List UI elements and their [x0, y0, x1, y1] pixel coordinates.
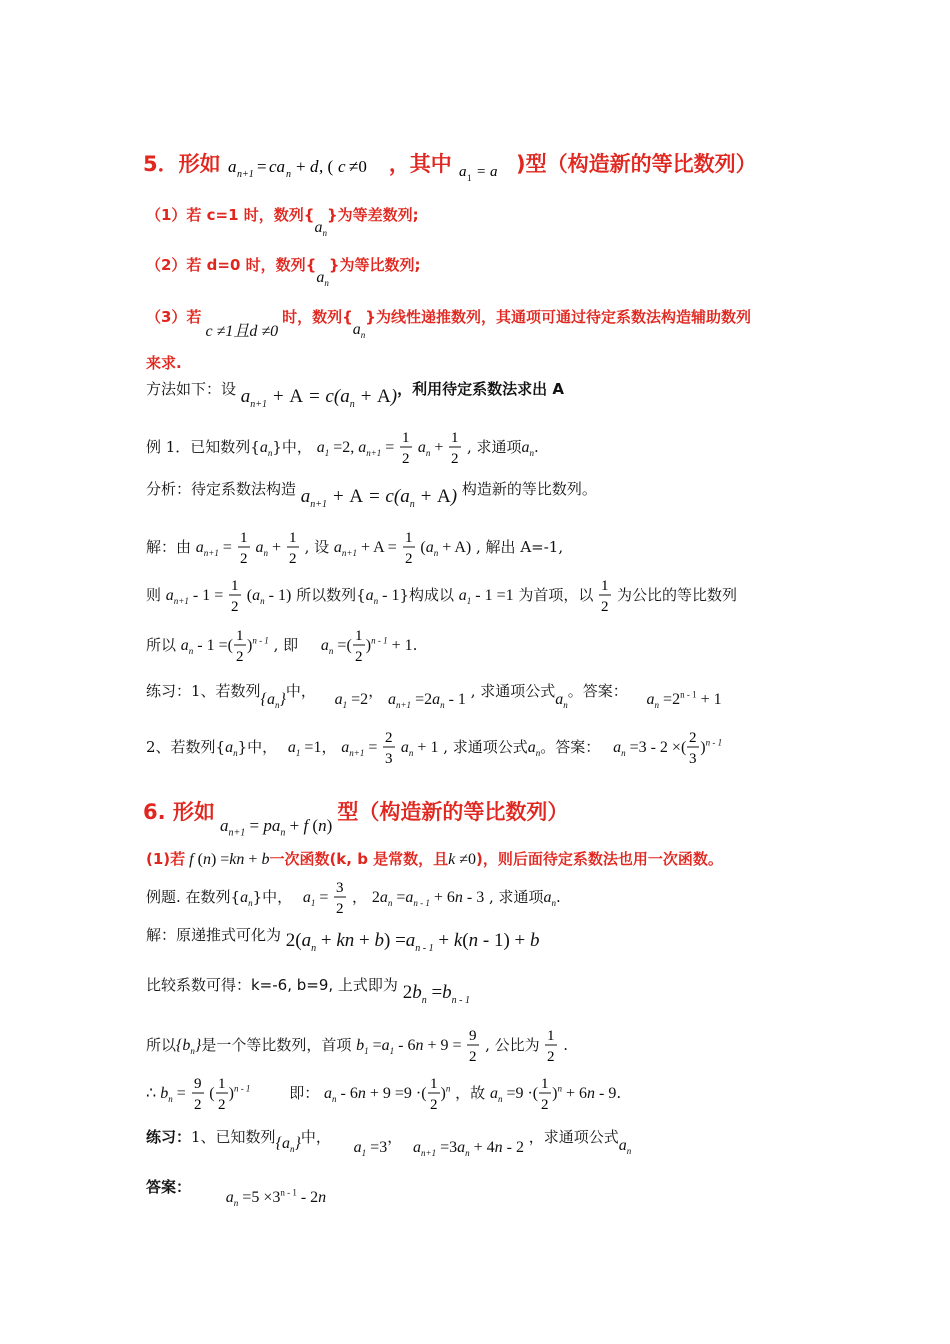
initial-term-formula — [457, 150, 511, 184]
svg-text:2: 2 — [217, 1097, 226, 1113]
svg-text:2: 2 — [469, 1049, 477, 1065]
svg-text:≠0: ≠0 — [348, 156, 367, 176]
svg-text:2: 2 — [402, 451, 410, 467]
practice5-1: 练习：1、若数列$\{a_n\}$中， $a_1 =2$， $a_{n+1} =2a_n - 1$ , 求通项公式$a_n$。答案： $a_n =2^{n - 1} + 1$ — [146, 682, 722, 711]
section6-heading: 6. 形如 $a_{n+1} = pa_n + f$ (n) 型（构造新的等比数列） — [143, 800, 569, 839]
svg-text:2: 2 — [429, 1097, 438, 1113]
fraction-three-halves — [333, 878, 347, 918]
svg-text:+: + — [295, 156, 306, 176]
svg-text:=: = — [256, 156, 267, 176]
fraction-half — [402, 528, 416, 568]
svg-text:2: 2 — [239, 551, 248, 567]
svg-text:1: 1 — [354, 628, 363, 644]
svg-text:2: 2 — [689, 730, 697, 746]
example1-solution-1: 解：由 $a_{n+1}$ = 1 2 $a_n$ + 1 2 , 设 $a_{n+1} + A$ = 1 2 $(a_n + A)$ , 解出 A=-1, — [146, 530, 564, 567]
svg-text:1: 1 — [466, 172, 472, 183]
svg-text:2: 2 — [336, 901, 344, 917]
fraction-two-thirds — [686, 728, 700, 768]
section5-method: 方法如下：设 $a_{n+1} + A = c(a_n + A)$，利用待定系数法求出 A — [146, 380, 564, 410]
example6-solution-2: 比较系数可得：k=-6, b=9, 上式即为 $2b_n =b_{n - 1}$ — [146, 976, 471, 1006]
fraction-half — [448, 428, 462, 468]
svg-text:a: a — [489, 163, 498, 180]
example1-solution-3: 所以 $a_n - 1$ =( 1 2 )$^{n - 1}$ , 即 $a_n$ =( 1 2 )$^{n - 1}$ + 1. — [146, 628, 418, 665]
svg-text:2: 2 — [288, 551, 297, 567]
practice6-answer: 答案： $a_n =5 \times 3^{n - 1} - 2n$ — [146, 1178, 327, 1209]
svg-text:3: 3 — [689, 751, 697, 767]
example1-analysis: 分析：待定系数法构造 $a_{n+1} + A = c(a_n + A)$ 构造新的等比数列。 — [146, 480, 597, 510]
practice6: 练习：1、已知数列$\{a_n\}$中， $a_1 =3$， $a_{n+1} =3a_n + 4n - 2$ ，求通项公式$a_n$ — [146, 1128, 632, 1159]
svg-text:=: = — [476, 163, 486, 180]
svg-text:d: d — [309, 156, 319, 176]
svg-text:a: a — [458, 163, 467, 180]
svg-text:a: a — [227, 156, 237, 176]
svg-text:2: 2 — [235, 649, 244, 665]
fraction-half — [427, 1074, 441, 1114]
svg-text:2: 2 — [354, 649, 363, 665]
svg-text:ca: ca — [268, 156, 285, 176]
example6: 例题. 在数列$\{a_n\}$中， $a_1$ = 3 2 ， $2a_n =a_{n - 1} + 6n - 3$ , 求通项$a_n$. — [146, 880, 561, 917]
svg-text:2: 2 — [547, 1049, 555, 1065]
svg-text:n+1: n+1 — [236, 168, 254, 180]
example6-solution-4: ∴ $b_n$ = 9 2 ( 1 2 )$^{n - 1}$ 即： $a_n - 6n + 9 =9$ ·( 1 2 )$^n$ ，故 $a_n =9$ ·( 1 2 )$^n$ + 6n - 9. — [146, 1076, 622, 1113]
fraction-half — [215, 1074, 229, 1114]
svg-text:1: 1 — [217, 1076, 226, 1092]
svg-text:2: 2 — [193, 1097, 201, 1113]
svg-text:n: n — [285, 168, 291, 180]
svg-text:3: 3 — [385, 751, 393, 767]
example6-solution-1: 解：原递推式可化为 $2(a_n$ + kn + $b) =a_{n - 1} + k(n - 1) + b$ — [146, 926, 540, 954]
svg-text:1: 1 — [547, 1028, 555, 1044]
fraction-half — [399, 428, 413, 468]
section5-heading: 5．形如 a n+1 = ca n + d , ( c ≠0 ，其中 a 1 = a )型（构造新的等比数列） — [143, 148, 757, 184]
svg-text:9: 9 — [469, 1028, 477, 1044]
svg-text:1: 1 — [404, 530, 413, 546]
example1-solution-2: 则 $a_{n+1} - 1$ = 1 2 $(a_n - 1)$ 所以数列$\{a_n - 1\}$构成以 $a_1 - 1 =1$ 为首项，以 1 2 为公比的等比数列 — [146, 578, 737, 615]
svg-text:2: 2 — [404, 551, 413, 567]
fraction-half — [352, 626, 366, 666]
fraction-half — [598, 576, 612, 616]
section5-item1: （1）若 c=1 时，数列$\{a_n\}$为等差数列; — [146, 206, 419, 239]
example6-solution-3: 所以$\{b_n\}$是一个等比数列，首项 $b_1 =a_1 - 6n + 9$ = 9 2 , 公比为 1 2 . — [146, 1028, 568, 1065]
example1: 例 1．已知数列$\{a_n\}$中， $a_1 =2$, $a_{n+1}$ = 1 2 $a_n$ + 1 2 , 求通项$a_n$. — [146, 430, 539, 467]
fraction-half — [286, 528, 300, 568]
fraction-half — [538, 1074, 552, 1114]
recurrence-formula — [226, 150, 384, 184]
svg-text:c: c — [337, 156, 346, 176]
practice5-2: 2、若数列$\{a_n\}$中， $a_1 =1$， $a_{n+1}$ = 2 3 $a_n + 1$ , 求通项公式$a_n$。答案： $a_n =3 - 2$ ×( 2 3 )$^{n - 1}$ — [146, 730, 723, 767]
answer-label: 答案： — [146, 1178, 192, 1196]
svg-text:3: 3 — [336, 880, 344, 896]
fraction-nine-halves — [466, 1026, 480, 1066]
svg-text:1: 1 — [231, 578, 239, 594]
svg-text:2: 2 — [541, 1097, 549, 1113]
svg-text:1: 1 — [402, 430, 410, 446]
svg-text:1: 1 — [239, 530, 248, 546]
svg-text:2: 2 — [451, 451, 459, 467]
svg-text:1: 1 — [451, 430, 459, 446]
svg-text:2: 2 — [601, 599, 609, 615]
section5-item2: （2）若 d=0 时，数列$\{a_n\}$为等比数列; — [146, 256, 421, 289]
fraction-half — [233, 626, 247, 666]
fraction-half — [544, 1026, 558, 1066]
fraction-half — [237, 528, 251, 568]
section5-item3-cont: 来求. — [146, 354, 182, 372]
section6-item1: (1)若 f (n) =kn + b一次函数(k, b 是常数，且k ≠0)，则后面待定系数法也用一次函数。 — [146, 850, 723, 868]
section5-item3: （3）若c ≠1且d ≠0时，数列$\{a_n\}$为线性递推数列，其通项可通过待定系数法构造辅助数列 — [146, 308, 751, 341]
svg-text:9: 9 — [193, 1076, 201, 1092]
practice6-label: 练习： — [146, 1128, 192, 1146]
svg-text:, (: , ( — [318, 156, 333, 176]
fraction-nine-halves — [191, 1074, 205, 1114]
svg-text:2: 2 — [231, 599, 239, 615]
svg-text:2: 2 — [385, 730, 393, 746]
svg-text:1: 1 — [235, 628, 244, 644]
svg-text:1: 1 — [429, 1076, 438, 1092]
svg-text:1: 1 — [601, 578, 609, 594]
fraction-two-thirds — [382, 728, 396, 768]
svg-text:1: 1 — [288, 530, 297, 546]
svg-text:1: 1 — [541, 1076, 549, 1092]
fraction-half — [228, 576, 242, 616]
